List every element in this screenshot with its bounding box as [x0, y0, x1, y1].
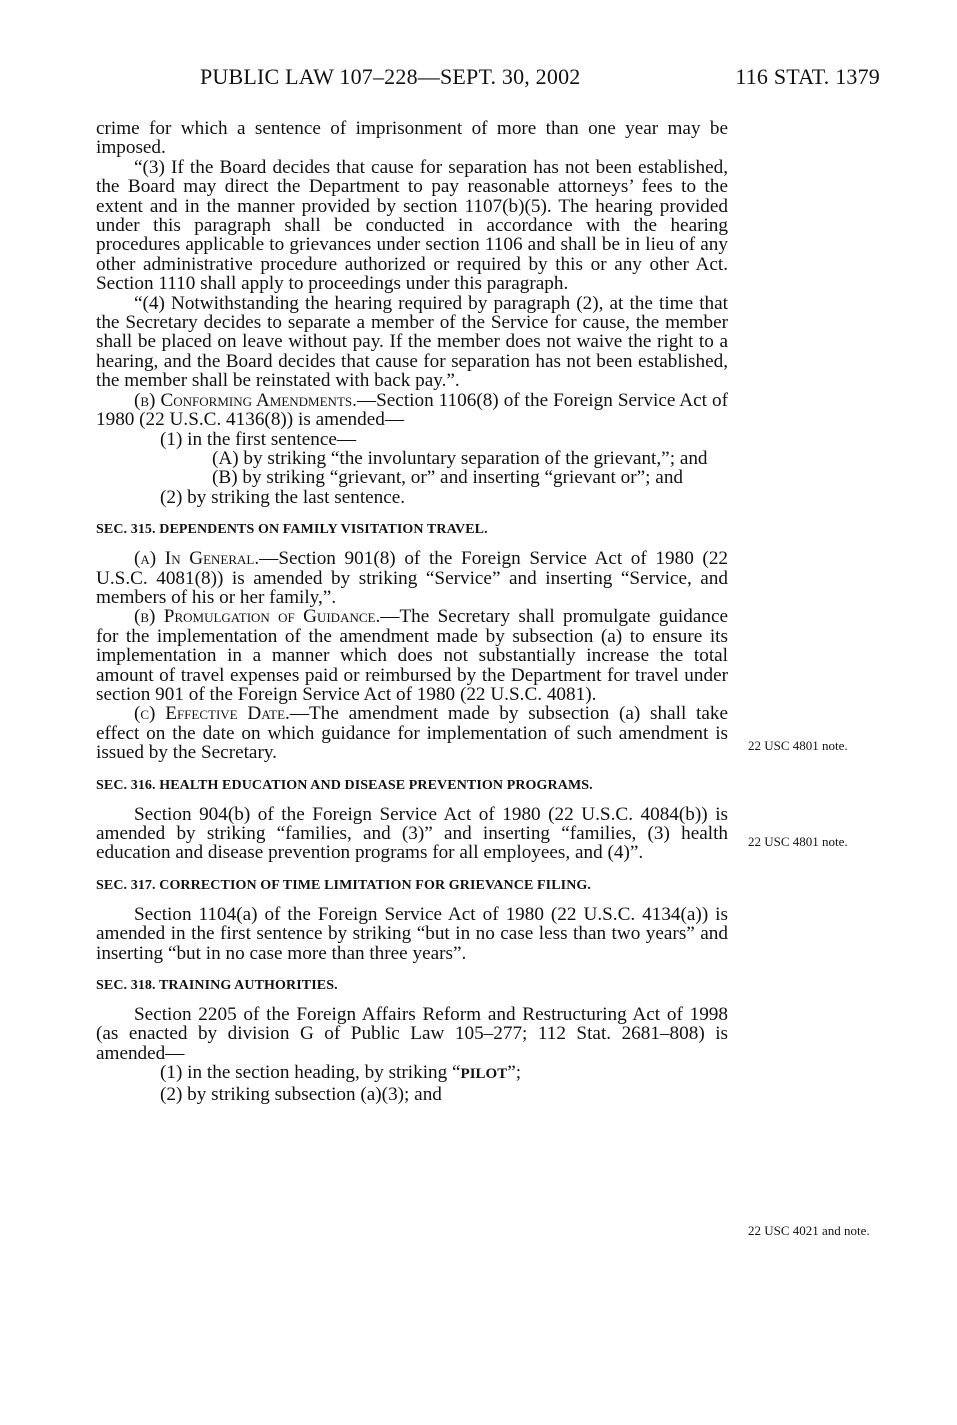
- sec315-c-text: —The amendment made by subsection (a) shall take effect on the date on which guidance for implementation of such amendment is issued by the Secretary.: [96, 703, 728, 764]
- margin-note-sec315-c: 22 USC 4801 note.: [748, 834, 848, 849]
- sec315-a-text: —Section 901(8) of the Foreign Service Act of 1980 (22 U.S.C. 4081(8)) is amended by striking “Service” and inserting “Service, and members of his or her family,”.: [96, 548, 729, 608]
- sec318-item-1-pre: (1) in the section heading, by striking “: [160, 1062, 461, 1084]
- paragraph-4: “(4) Notwithstanding the hearing required by paragraph (2), at the time that the Secretary decides to separate a member of the Service for cause, the member shall be placed on leave without pay. If the member does not waive the right to a hearing, and the Board decides that cause for separation has not been established, the member shall be reinstated with back pay.”.: [96, 292, 728, 392]
- document-body: [96, 119, 728, 1104]
- sec315-b-text: —The Secretary shall promulgate guidance for the implementation of the amendment made by subsection (a) to ensure its implementation in a manner which does not substantially increase the total amount of travel expenses paid or reimbursed by the Department for travel under section 901 of the Foreign Service Act of 1980 (22 U.S.C. 4081).: [96, 606, 728, 705]
- item-2: (2) by striking the last sentence.: [160, 486, 406, 508]
- item-b: (B) by striking “grievant, or” and inserting “grievant or”; and: [212, 467, 684, 489]
- struck-word: PILOT: [460, 1066, 508, 1083]
- item-1: (1) in the first sentence—: [160, 428, 357, 450]
- paragraph-3: “(3) If the Board decides that cause for separation has not been established, the Board may direct the Department to pay reasonable attorneys’ fees to the extent and in the manner provided by section 1107(b)(5). The hearing provided under this paragraph shall be conducted in accordance with the hearing procedures applicable to grievances under section 1106 and shall be in lieu of any other administrative procedure authorized or required by this or any other Act. Section 1110 shall apply to proceedings under this paragraph.: [96, 156, 728, 295]
- sec318-text: Section 2205 of the Foreign Affairs Reform and Restructuring Act of 1998 (as enacted by division G of Public Law 105–277; 112 Stat. 2681–808) is amended—: [96, 1004, 728, 1064]
- sec318-item-2: (2) by striking subsection (a)(3); and: [160, 1083, 442, 1105]
- sec317-text: Section 1104(a) of the Foreign Service Act of 1980 (22 U.S.C. 4134(a)) is amended in the first sentence by striking “but in no case less than two years” and inserting “but in no case more than three years”.: [96, 903, 728, 964]
- sec315-c: [96, 704, 728, 762]
- section-318-heading: SEC. 318. TRAINING AUTHORITIES.: [96, 978, 338, 994]
- section-315-heading: SEC. 315. DEPENDENTS ON FAMILY VISITATION TRAVEL.: [96, 522, 488, 538]
- sec315-a: [96, 549, 728, 607]
- subsection-text: —Section 1106(8) of the Foreign Service Act of 1980 (22 U.S.C. 4136(8)) is amended—: [96, 389, 728, 431]
- subsection-b-conforming: [96, 391, 728, 430]
- sec315-b-heading: (b) Promulgation of Guidance.: [134, 606, 381, 628]
- subsection-heading: (b) Conforming Amendments.: [134, 389, 357, 411]
- margin-note-sec318: 22 USC 4021 and note.: [748, 1223, 870, 1238]
- section-317-heading: SEC. 317. CORRECTION OF TIME LIMITATION FOR GRIEVANCE FILING.: [96, 877, 591, 893]
- sec315-a-heading: (a) In General.: [134, 548, 260, 570]
- sec318-item-1: [96, 1063, 728, 1084]
- item-a: (A) by striking “the involuntary separation of the grievant,”; and: [212, 447, 708, 469]
- sec315-b: [96, 607, 728, 704]
- sec315-c-heading: (c) Effective Date.: [134, 703, 290, 725]
- sec318-item-1-post: ”;: [507, 1062, 522, 1084]
- sec316-text: Section 904(b) of the Foreign Service Act of 1980 (22 U.S.C. 4084(b)) is amended by striking “families, and (3)” and inserting “families, (3) health education and disease prevention programs for all employees, and (4)”.: [96, 803, 728, 864]
- paragraph-crime: crime for which a sentence of imprisonment of more than one year may be imposed.: [96, 118, 728, 159]
- section-316-heading: SEC. 316. HEALTH EDUCATION AND DISEASE PREVENTION PROGRAMS.: [96, 777, 593, 793]
- header-page-ref: 116 STAT. 1379: [735, 64, 880, 89]
- margin-note-sec315-b: 22 USC 4801 note.: [748, 738, 848, 753]
- header-title: PUBLIC LAW 107–228—SEPT. 30, 2002: [200, 64, 581, 89]
